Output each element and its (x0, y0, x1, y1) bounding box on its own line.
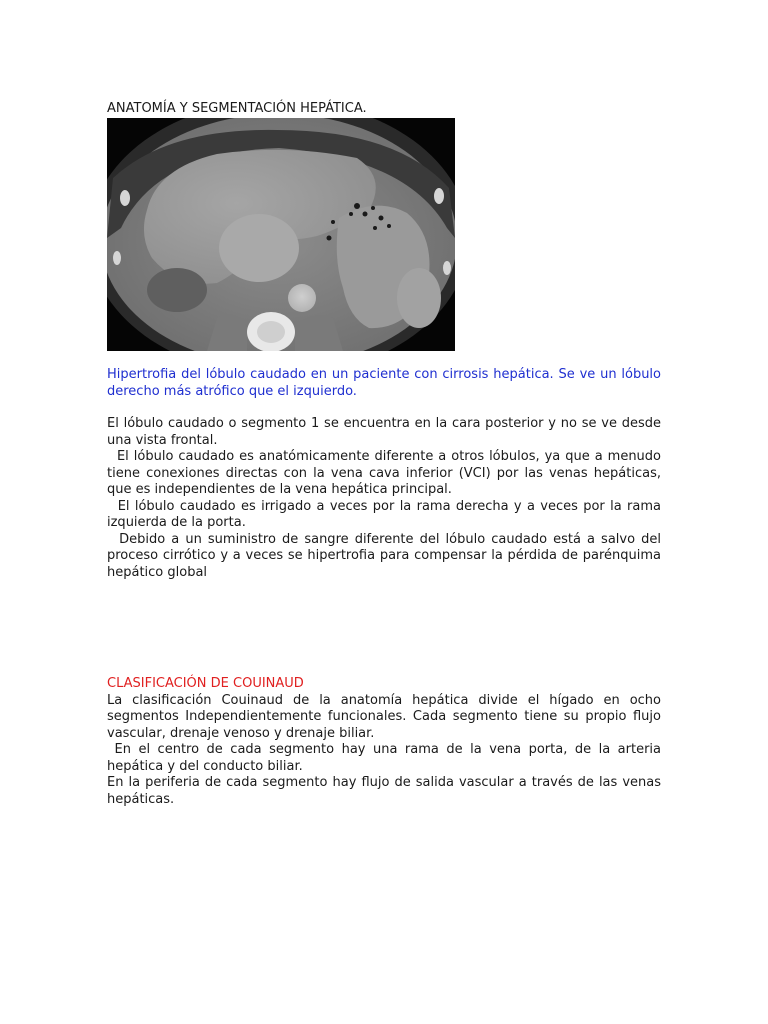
paragraph: La clasificación Couinaud de la anatomía hepática divide el hígado en ocho segmentos Independientemente funcionales. Cada segmento tiene su propio flujo vascular, drenaje venoso y drenaje biliar. (107, 692, 661, 741)
paragraph: El lóbulo caudado es irrigado a veces por la rama derecha y a veces por la rama izquierda de la porta. (107, 498, 661, 530)
caudate-lobe-text (107, 416, 661, 581)
document-title: ANATOMÍA Y SEGMENTACIÓN HEPÁTICA. (107, 101, 367, 116)
paragraph: El lóbulo caudado es anatómicamente diferente a otros lóbulos, ya que a menudo tiene conexiones directas con la vena cava inferior (VCI) por las venas hepáticas, que es independientes de la vena hepática principal. (107, 449, 661, 497)
paragraph: En la periferia de cada segmento hay flujo de salida vascular a través de las venas hepáticas. (107, 775, 661, 807)
section-title: CLASIFICACIÓN DE COUINAUD (107, 676, 304, 691)
image-caption: Hipertrofia del lóbulo caudado en un paciente con cirrosis hepática. Se ve un lóbulo derecho más atrófico que el izquierdo. (107, 367, 661, 399)
paragraph: En el centro de cada segmento hay una rama de la vena porta, de la arteria hepática y del conducto biliar. (107, 742, 661, 774)
document-page (107, 100, 661, 808)
couinaud-section-text (107, 693, 661, 809)
ct-scan-image (107, 118, 455, 351)
paragraph: Debido a un suministro de sangre diferente del lóbulo caudado está a salvo del proceso cirrótico y a veces se hipertrofia para compensar la pérdida de parénquima hepático global (107, 531, 661, 580)
paragraph: El lóbulo caudado o segmento 1 se encuentra en la cara posterior y no se ve desde una vista frontal. (107, 416, 661, 448)
